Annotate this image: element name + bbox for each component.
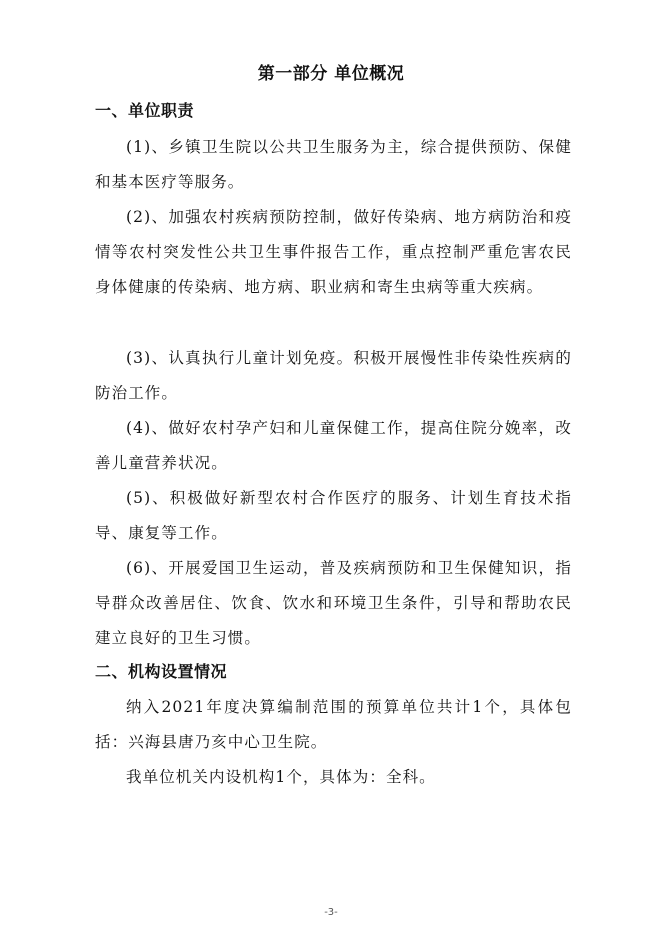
- page-number: -3-: [324, 907, 338, 918]
- duty-paragraph-4: (4)、做好农村孕产妇和儿童保健工作，提高住院分娩率，改善儿童营养状况。: [95, 419, 572, 472]
- duty-paragraph-3: (3)、认真执行儿童计划免疫。积极开展慢性非传染性疾病的防治工作。: [95, 349, 572, 402]
- duty-paragraph-1: (1)、乡镇卫生院以公共卫生服务为主，综合提供预防、保健和基本医疗等服务。: [95, 138, 572, 191]
- organization-paragraph-1: 纳入2021年度决算编制范围的预算单位共计1个，具体包括：兴海县唐乃亥中心卫生院。: [95, 698, 572, 751]
- organization-paragraph-2: 我单位机关内设机构1个，具体为：全科。: [126, 768, 436, 786]
- duty-paragraph-2: (2)、加强农村疾病预防控制，做好传染病、地方病防治和疫情等农村突发性公共卫生事件报告工作，重点控制严重危害农民身体健康的传染病、地方病、职业病和寄生虫病等重大疾病。: [95, 208, 572, 296]
- page-title: 第一部分 单位概况: [257, 64, 405, 84]
- section-heading-duties: 一、单位职责: [95, 101, 195, 120]
- section-heading-organization: 二、机构设置情况: [95, 662, 228, 681]
- duty-paragraph-6: (6)、开展爱国卫生运动，普及疾病预防和卫生保健知识，指导群众改善居住、饮食、饮水和环境卫生条件，引导和帮助农民建立良好的卫生习惯。: [95, 559, 572, 647]
- duty-paragraph-5: (5)、积极做好新型农村合作医疗的服务、计划生育技术指导、康复等工作。: [95, 489, 572, 542]
